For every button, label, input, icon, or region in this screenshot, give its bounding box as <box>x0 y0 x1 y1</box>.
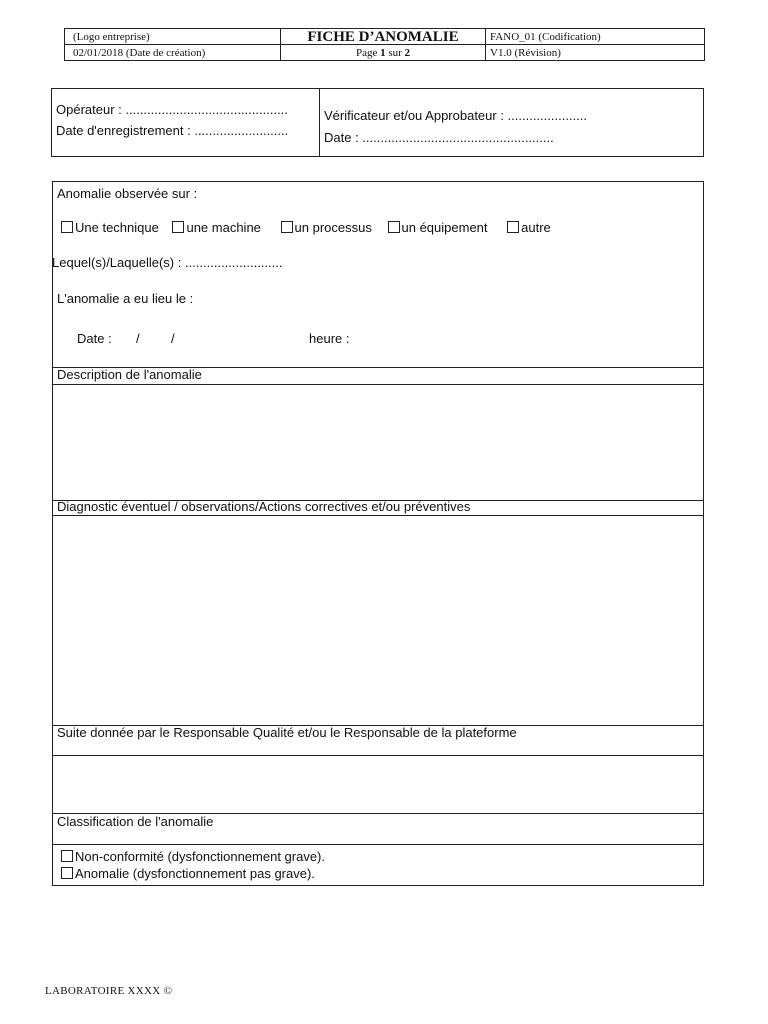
checkbox-icon[interactable] <box>172 221 184 233</box>
which-field[interactable]: Lequel(s)/Laquelle(s) : ........................... <box>52 255 283 270</box>
option-autre[interactable]: autre <box>507 220 551 235</box>
checkbox-icon[interactable] <box>281 221 293 233</box>
follow-up-heading: Suite donnée par le Responsable Qualité et/ou le Responsable de la plateforme <box>57 725 517 740</box>
operator-field[interactable]: Opérateur : ............................................. <box>56 102 288 117</box>
date-label: Date : <box>77 331 112 346</box>
follow-up-area[interactable] <box>53 756 703 813</box>
page-current: 1 <box>380 46 386 59</box>
page-total: 2 <box>404 46 411 59</box>
page-indicator <box>281 45 486 61</box>
document-title: FICHE D’ANOMALIE <box>281 29 486 45</box>
page-prefix: Page <box>355 46 381 59</box>
observed-on-label: Anomalie observée sur : <box>57 186 198 201</box>
document-header <box>64 28 705 61</box>
option-processus[interactable]: un processus <box>281 220 372 235</box>
footer-lab-name: LABORATOIRE XXXX © <box>45 985 173 997</box>
document-code: FANO_01 (Codification) <box>486 29 705 45</box>
description-heading: Description de l'anomalie <box>57 367 202 382</box>
diagnostic-area[interactable] <box>53 516 703 724</box>
creation-date: 02/01/2018 (Date de création) <box>65 45 281 61</box>
classification-heading: Classification de l'anomalie <box>57 814 214 829</box>
operator-cell <box>52 89 320 156</box>
logo-placeholder: (Logo entreprise) <box>65 29 281 45</box>
classification-option-nonconformity[interactable]: Non-conformité (dysfonctionnement grave). <box>61 849 325 864</box>
verifier-date-field[interactable]: Date : ..................................................... <box>324 130 554 145</box>
checkbox-icon[interactable] <box>507 221 519 233</box>
revision: V1.0 (Révision) <box>486 45 705 61</box>
verifier-field[interactable]: Vérificateur et/ou Approbateur : ...................... <box>324 108 588 123</box>
checkbox-icon[interactable] <box>61 221 73 233</box>
occurred-label: L'anomalie a eu lieu le : <box>57 291 194 306</box>
option-technique[interactable]: Une technique <box>61 220 159 235</box>
time-label: heure : <box>309 331 350 346</box>
checkbox-icon[interactable] <box>388 221 400 233</box>
anomaly-form <box>52 181 704 886</box>
classification-option-anomaly[interactable]: Anomalie (dysfonctionnement pas grave). <box>61 866 315 881</box>
signature-box <box>51 88 704 157</box>
date-slash: / <box>136 331 140 346</box>
date-slash: / <box>171 331 175 346</box>
observed-on-options <box>61 220 551 235</box>
checkbox-icon[interactable] <box>61 867 73 879</box>
diagnostic-heading: Diagnostic éventuel / observations/Actions correctives et/ou préventives <box>57 499 471 514</box>
checkbox-icon[interactable] <box>61 850 73 862</box>
record-date-field[interactable]: Date d'enregistrement : .......................... <box>56 123 289 138</box>
page-separator: sur <box>385 46 405 59</box>
description-area[interactable] <box>53 385 703 499</box>
divider <box>53 844 703 845</box>
option-machine[interactable]: une machine <box>172 220 260 235</box>
option-equipement[interactable]: un équipement <box>388 220 488 235</box>
